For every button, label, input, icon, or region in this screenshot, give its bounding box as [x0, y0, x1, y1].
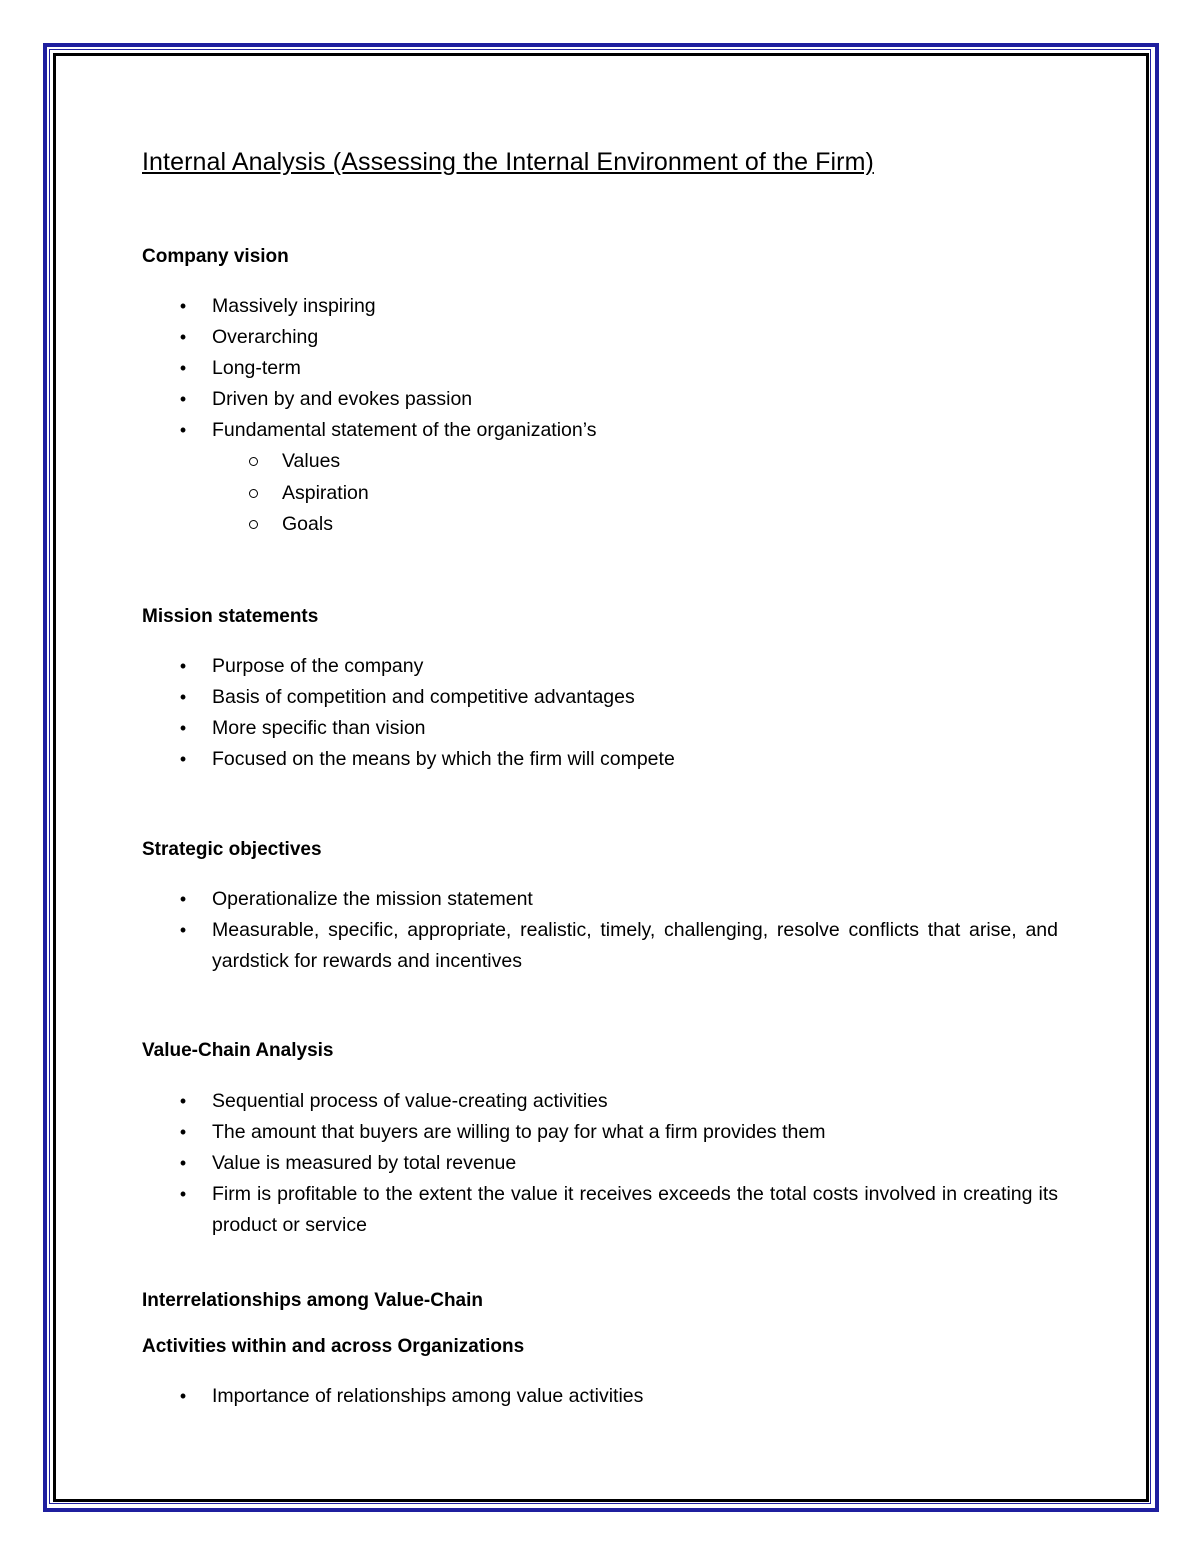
sub-list-item-text: Values	[282, 450, 341, 472]
list-item-text: Firm is profitable to the extent the value it receives exceeds the total costs involved in creating its product or service	[212, 1183, 1058, 1236]
list-item-text: Focused on the means by which the firm will compete	[212, 748, 675, 770]
bullet-icon: •	[179, 1386, 187, 1406]
list-item	[142, 353, 1058, 384]
list-item	[142, 682, 1058, 713]
list-item	[142, 1179, 1058, 1241]
list-value-chain-analysis	[142, 1086, 1058, 1241]
circle-bullet-icon	[249, 457, 258, 466]
list-item	[142, 884, 1058, 915]
page-border-inner	[53, 53, 1149, 1502]
list-item-text: Basis of competition and competitive advantages	[212, 686, 635, 708]
list-item-text: Driven by and evokes passion	[212, 388, 473, 410]
list-item	[142, 744, 1058, 775]
bullet-icon: •	[179, 1122, 187, 1142]
bullet-icon: •	[179, 656, 187, 676]
bullet-icon: •	[179, 296, 187, 316]
list-item	[142, 1086, 1058, 1117]
bullet-icon: •	[179, 327, 187, 347]
list-item-text: Overarching	[212, 326, 319, 348]
list-item-text: Sequential process of value-creating activities	[212, 1090, 608, 1112]
section-heading-interrelationships: Interrelationships among Value-Chain	[142, 1290, 484, 1311]
bullet-icon: •	[179, 889, 187, 909]
bullet-icon: •	[179, 358, 187, 378]
list-item-text: Importance of relationships among value activities	[212, 1385, 644, 1407]
bullet-icon: •	[179, 920, 187, 940]
list-item-text: Long-term	[212, 357, 301, 379]
document-title: Internal Analysis (Assessing the Internal Environment of the Firm)	[142, 148, 874, 176]
sub-list-item-text: Aspiration	[282, 481, 369, 504]
list-item-text: More specific than vision	[212, 717, 426, 739]
section-heading-company-vision: Company vision	[142, 246, 289, 267]
sub-list	[212, 446, 1058, 541]
list-item	[142, 291, 1058, 322]
bullet-icon: •	[179, 718, 187, 738]
list-item	[142, 384, 1058, 415]
list-item-text: Operationalize the mission statement	[212, 888, 533, 910]
list-item	[142, 322, 1058, 353]
list-item	[142, 713, 1058, 744]
sub-list-item	[142, 478, 1058, 510]
section-heading-value-chain-analysis: Value-Chain Analysis	[142, 1040, 334, 1061]
list-interrelationships	[142, 1381, 1058, 1412]
bullet-icon: •	[179, 1184, 187, 1204]
circle-bullet-icon	[249, 489, 258, 498]
list-item	[142, 415, 1058, 541]
document-content	[142, 140, 1058, 1407]
bullet-icon: •	[179, 749, 187, 769]
bullet-icon: •	[179, 687, 187, 707]
list-item	[142, 915, 1058, 977]
list-item-text: Fundamental statement of the organization’s	[212, 419, 597, 441]
section-heading-strategic-objectives: Strategic objectives	[142, 839, 322, 860]
list-item	[142, 1381, 1058, 1412]
sub-list-item	[142, 509, 1058, 541]
circle-bullet-icon	[249, 520, 258, 529]
sub-list-item-text: Goals	[282, 513, 333, 535]
list-item	[142, 1148, 1058, 1179]
bullet-icon: •	[179, 389, 187, 409]
section-heading-mission-statements: Mission statements	[142, 606, 319, 627]
list-item-text: Purpose of the company	[212, 655, 424, 677]
list-company-vision	[142, 291, 1058, 541]
list-strategic-objectives	[142, 884, 1058, 977]
list-item	[142, 1117, 1058, 1148]
section-heading-activities: Activities within and across Organizations	[142, 1336, 525, 1357]
list-item-text: Measurable, specific, appropriate, realistic, timely, challenging, resolve conflicts that arise, and yardstick for rewards and incentives	[212, 919, 1058, 972]
list-item-text: Massively inspiring	[212, 295, 376, 317]
list-mission-statements	[142, 651, 1058, 775]
sub-list-item	[142, 446, 1058, 478]
list-item	[142, 651, 1058, 682]
bullet-icon: •	[179, 1153, 187, 1173]
bullet-icon: •	[179, 1091, 187, 1111]
list-item-text: Value is measured by total revenue	[212, 1152, 517, 1174]
list-item-text: The amount that buyers are willing to pay for what a firm provides them	[212, 1121, 826, 1143]
bullet-icon: •	[179, 420, 187, 440]
